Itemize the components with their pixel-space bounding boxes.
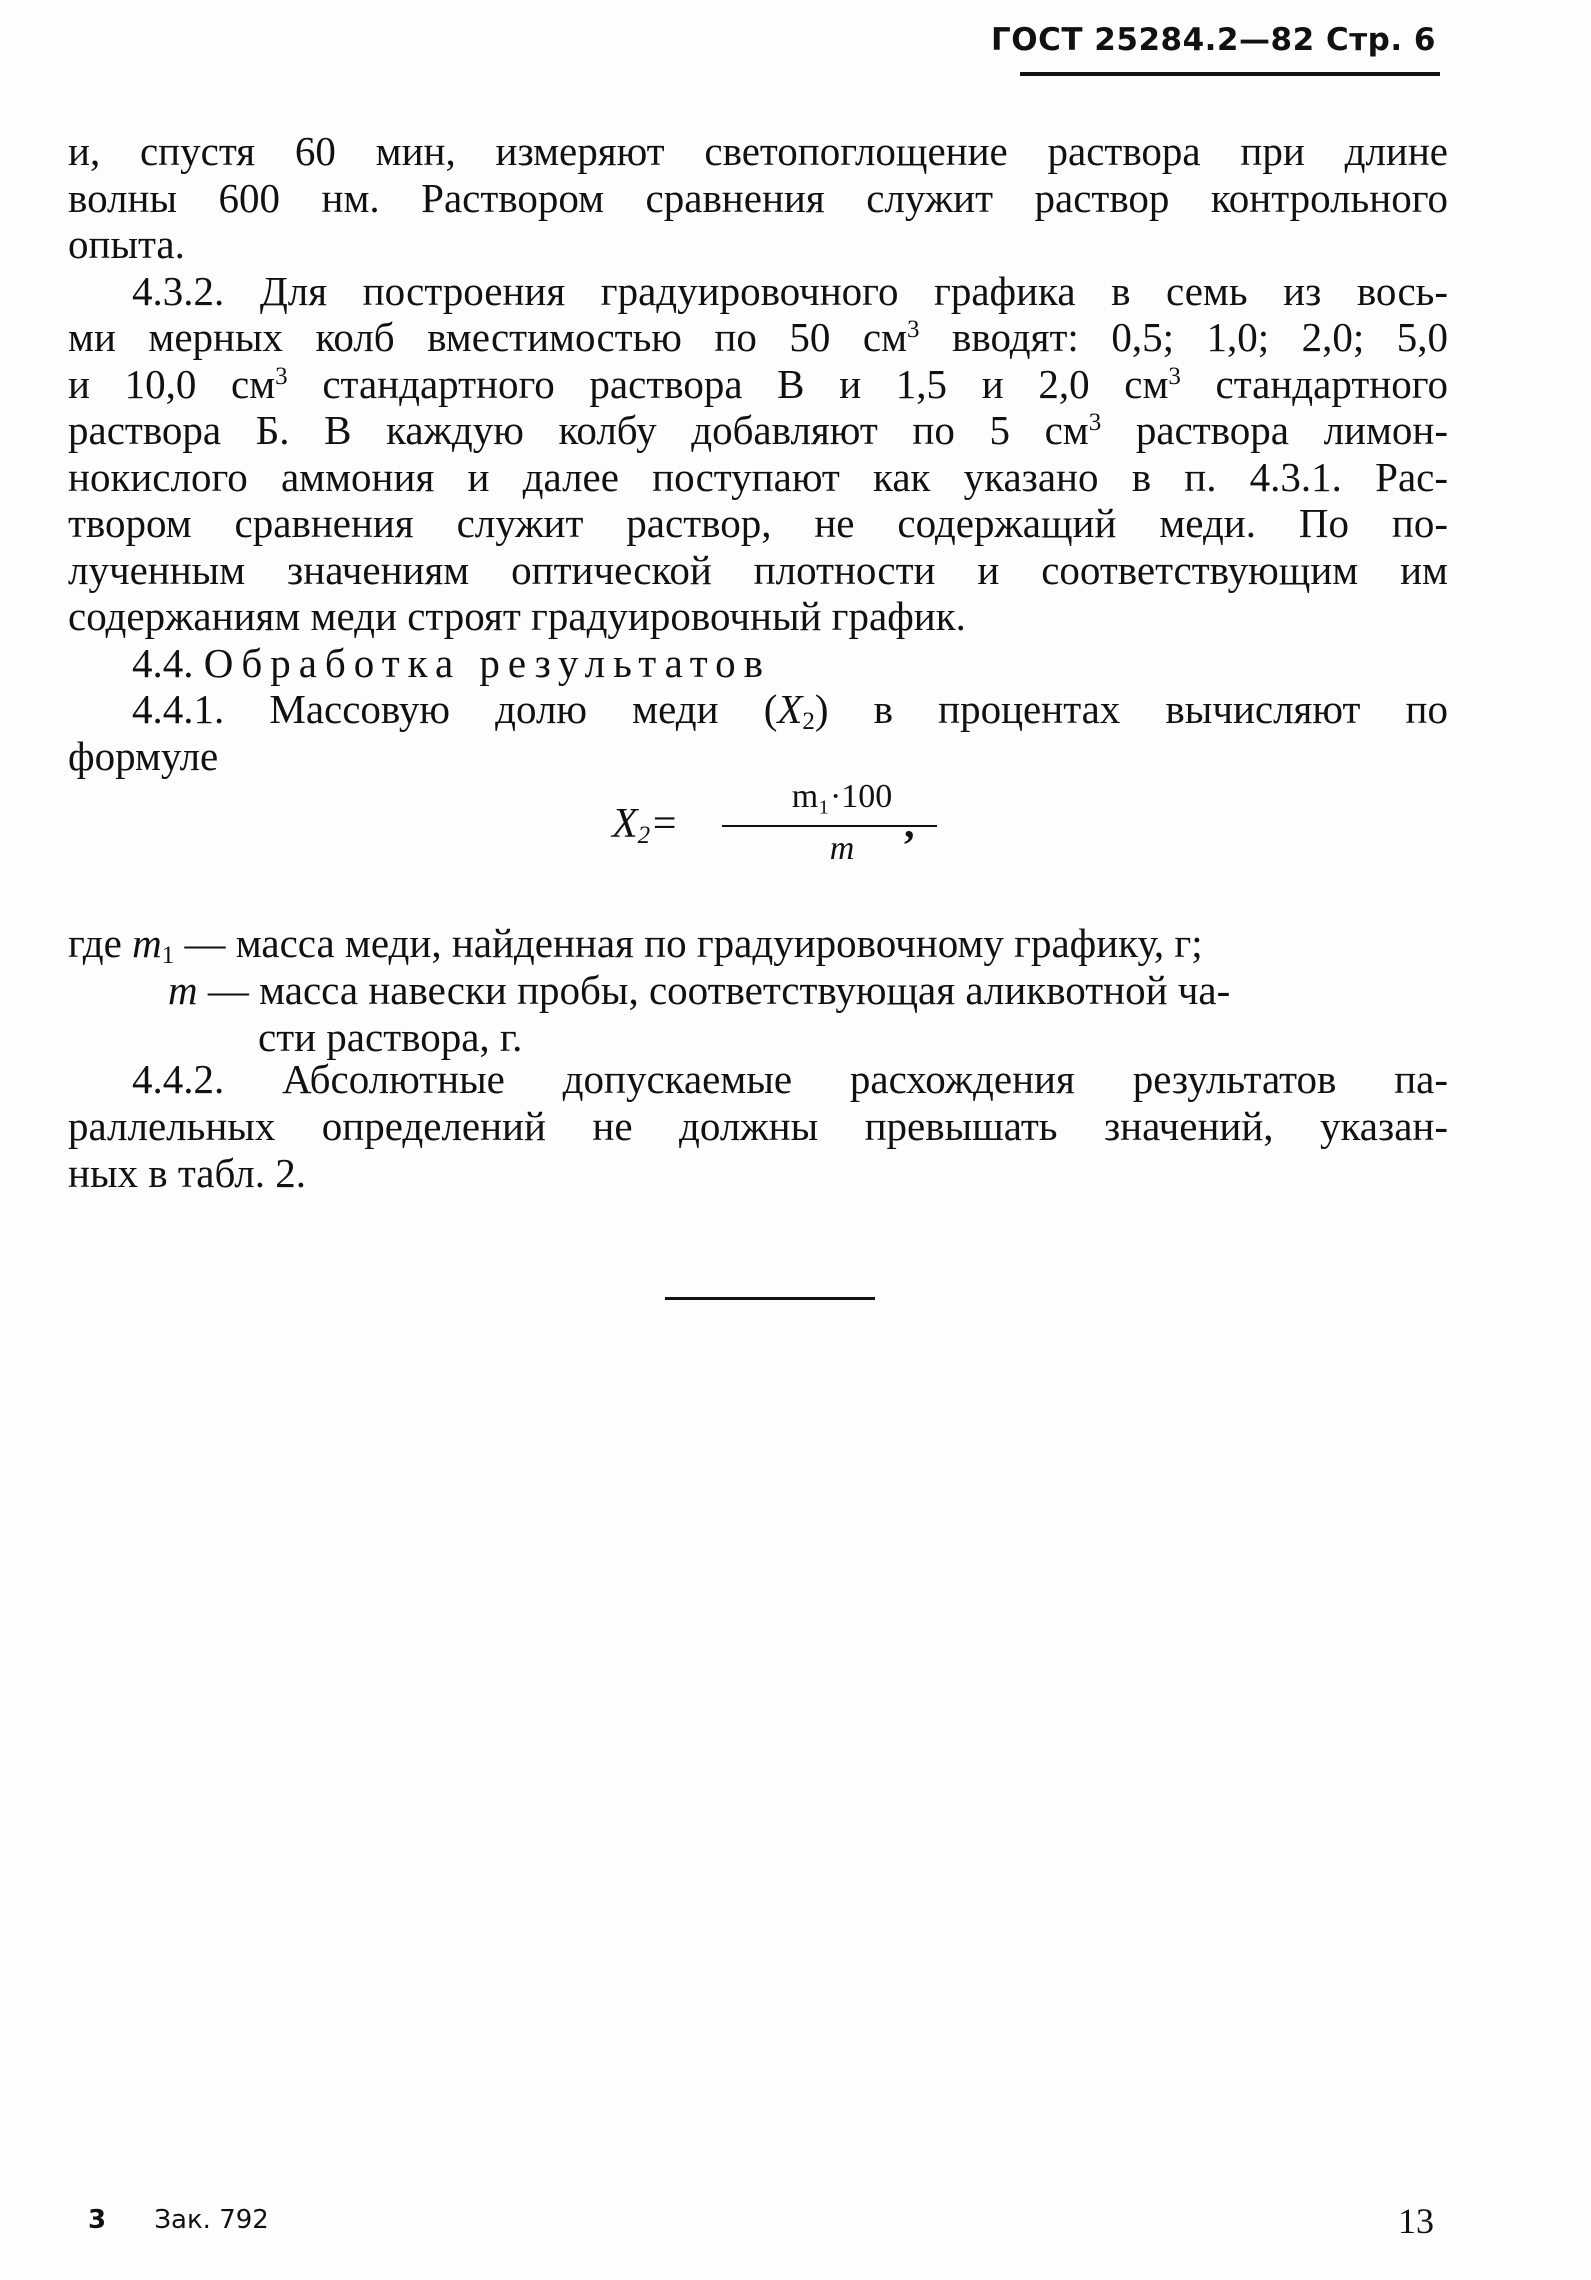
text-segment: раствора лимон- (1101, 407, 1449, 453)
definition-m1 (68, 920, 1448, 967)
definition-m-continued: сти раствора, г. (258, 1014, 523, 1060)
paragraph-1-line-1: и, спустя 60 мин, измеряют светопоглощение раствора при длине (68, 128, 1448, 174)
subscript: 2 (802, 708, 815, 735)
symbol-m: m (168, 967, 198, 1013)
variable: X (777, 686, 803, 732)
paragraph-4-line-2: раллельных определений не должны превышать значений, указан- (68, 1103, 1448, 1149)
paragraph-2-line-5: нокислого аммония и далее поступают как указано в п. 4.3.1. Рас- (68, 453, 1448, 500)
formula-lhs (612, 800, 679, 848)
text-segment: раствора Б. В каждую колбу добавляют по 5 см (68, 407, 1089, 453)
formula-comma: , (904, 801, 915, 847)
paragraph-2-line-2 (68, 314, 1448, 361)
subscript: 1 (161, 942, 175, 969)
text-segment: стандартного раствора В и 1,5 и 2,0 см (287, 360, 1169, 407)
formula-subscript: 2 (637, 822, 651, 849)
section-heading (68, 640, 1448, 687)
paragraph-4-line-1: 4.4.2. Абсолютные допускаемые расхождения результатов па- (132, 1056, 1448, 1102)
text-segment: стандартного (1180, 360, 1448, 407)
paragraph-2-line-3 (68, 361, 1448, 408)
section-title: Обработка результатов (203, 639, 772, 686)
page-label: Стр. 6 (1325, 22, 1436, 58)
signature-mark: 3 (88, 2205, 107, 2235)
formula-variable: X (612, 801, 638, 847)
paragraph-2-line-1: 4.3.2. Для построения градуировочного графика в семь из вось- (132, 267, 1448, 314)
where-prefix: где (68, 920, 122, 966)
page-header (991, 22, 1436, 58)
end-rule (665, 1297, 875, 1300)
symbol-m1: m (132, 920, 162, 966)
text-segment: и 10,0 см (68, 360, 276, 407)
text-segment: 4.4.1. Массовую долю меди ( (132, 686, 778, 732)
paragraph-2-line-6: твором сравнения служит раствор, не содержащий меди. По по- (68, 500, 1448, 546)
superscript: 3 (275, 362, 288, 390)
paragraph-2-line-8: содержаниям меди строят градуировочный график. (68, 593, 966, 639)
footer-order (88, 2205, 269, 2235)
superscript: 3 (907, 316, 920, 343)
superscript: 3 (1088, 409, 1102, 436)
paragraph-4 (68, 1056, 1448, 1197)
text-segment: ) в процентах вычисляют по (814, 686, 1448, 732)
section-number: 4.4. (132, 639, 194, 686)
paragraph-1-line-3: опыта. (68, 221, 185, 267)
paragraph-2-line-4 (68, 407, 1448, 454)
definition-text: — масса навески пробы, соответствующая аликвотной ча- (197, 967, 1231, 1013)
variable-definitions (68, 920, 1448, 1061)
paragraph-3-line-2: формуле (68, 732, 219, 779)
order-number: Зак. 792 (154, 2205, 269, 2235)
superscript: 3 (1168, 362, 1181, 390)
body-text (68, 128, 1448, 779)
formula (612, 778, 942, 878)
paragraph-1-line-2: волны 600 нм. Раствором сравнения служит раствор контрольного (68, 174, 1448, 221)
page-number: 13 (1398, 2201, 1434, 2241)
text-segment: ми мерных колб вместимостью по 50 см (68, 314, 908, 360)
definition-text: — масса меди, найденная по градуировочному графику, г; (174, 920, 1203, 966)
standard-number: ГОСТ 25284.2—82 (991, 22, 1315, 58)
paragraph-2-line-7: лученным значениям оптической плотности и соответствующим им (68, 546, 1448, 593)
paragraph-3-line-1 (68, 686, 1448, 733)
header-rule (1020, 72, 1440, 76)
paragraph-4-line-3: ных в табл. 2. (68, 1150, 307, 1196)
formula-numerator: m₁·100 (791, 778, 893, 815)
formula-equals: = (650, 801, 679, 847)
text-segment: вводят: 0,5; 1,0; 2,0; 5,0 (919, 314, 1448, 360)
definition-m (68, 967, 1448, 1014)
formula-denominator: m (829, 830, 855, 867)
